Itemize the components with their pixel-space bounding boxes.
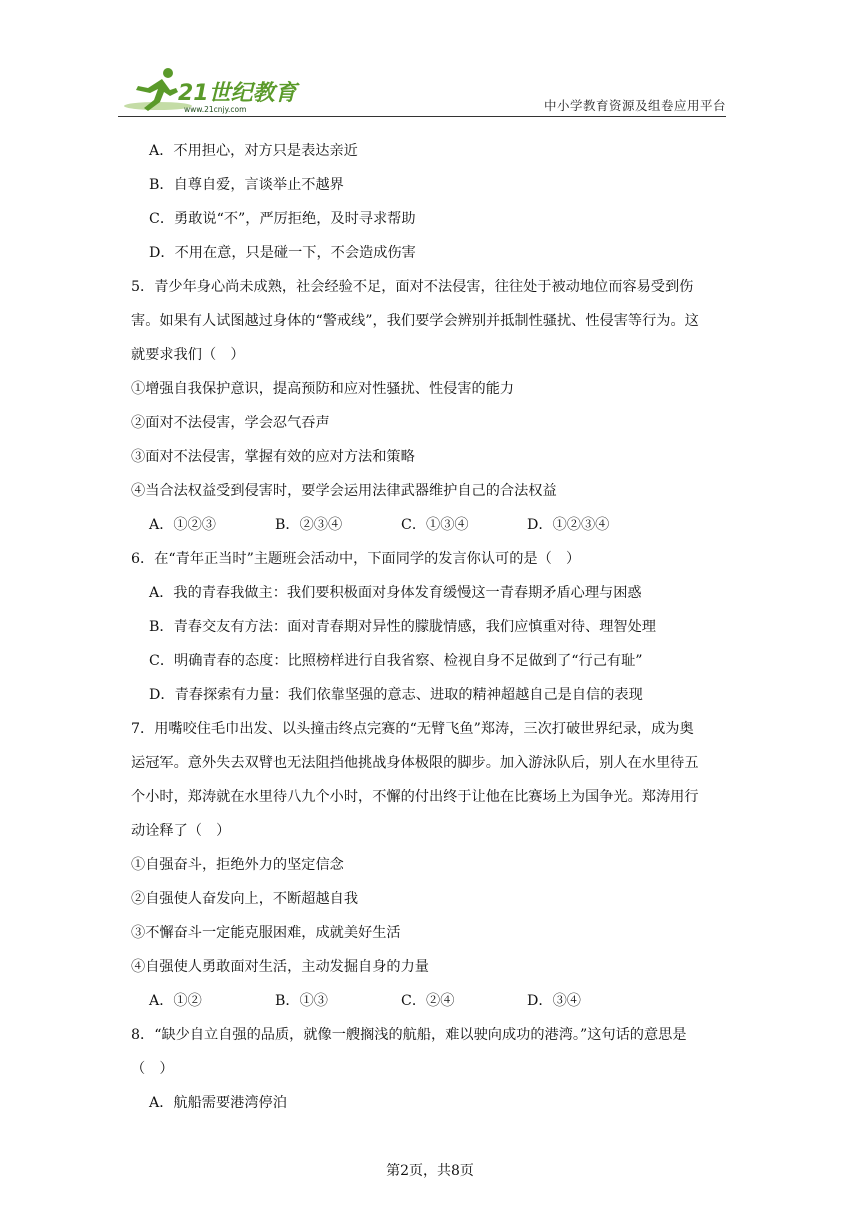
q7-item: ③不懈奋斗一定能克服困难，成就美好生活 (131, 925, 401, 941)
q4-option-b: B．自尊自爱，言谈举止不越界 (149, 177, 344, 193)
question-content (131, 134, 731, 1120)
q5-item: ④当合法权益受到侵害时，要学会运用法律武器维护自己的合法权益 (131, 483, 557, 499)
q7-option-a: A．①② (149, 993, 202, 1009)
q7-item: ②自强使人奋发向上，不断超越自我 (131, 891, 359, 907)
q6-stem: 6．在“青年正当时”主题班会活动中，下面同学的发言你认可的是（ ） (131, 551, 581, 567)
q6-option-c: C．明确青春的态度：比照榜样进行自我省察、检视自身不足做到了“行己有耻” (149, 653, 643, 669)
q7-item: ④自强使人勇敢面对生活，主动发掘自身的力量 (131, 959, 429, 975)
q4-option-d: D．不用在意，只是碰一下，不会造成伤害 (149, 245, 416, 261)
q5-stem-line: 害。如果有人试图越过身体的“警戒线”，我们要学会辨别并抵制性骚扰、性侵害等行为。这 (131, 313, 699, 329)
page-header (118, 62, 726, 116)
q6-option-a: A．我的青春我做主：我们要积极面对身体发育缓慢这一青春期矛盾心理与困惑 (149, 585, 642, 601)
q7-options (131, 984, 731, 1018)
logo (118, 62, 318, 116)
q5-stem-line: 就要求我们（ ） (131, 347, 245, 363)
q5-item: ③面对不法侵害，掌握有效的应对方法和策略 (131, 449, 415, 465)
q5-options (131, 508, 731, 542)
logo-url: www.21cnjy.com (184, 105, 247, 114)
q7-stem-line: 个小时，郑涛就在水里待八九个小时，不懈的付出终于让他在比赛场上为国争光。郑涛用行 (131, 789, 699, 805)
q7-stem-line: 7．用嘴咬住毛巾出发、以头撞击终点完赛的“无臂飞鱼”郑涛，三次打破世界纪录，成为奥 (131, 721, 694, 737)
q5-option-c: C．①③④ (401, 517, 469, 533)
q5-stem-line: 5．青少年身心尚未成熟，社会经验不足，面对不法侵害，往往处于被动地位而容易受到伤 (131, 279, 694, 295)
q6-option-b: B．青春交友有方法：面对青春期对异性的朦胧情感，我们应慎重对待、理智处理 (149, 619, 656, 635)
q8-stem-line: （ ） (131, 1061, 174, 1077)
logo-wordmark: 21世纪教育 (178, 81, 297, 106)
q7-option-c: C．②④ (401, 993, 455, 1009)
q5-option-d: D．①②③④ (527, 517, 610, 533)
q5-item: ②面对不法侵害，学会忍气吞声 (131, 415, 330, 431)
page-number: 第2页，共8页 (386, 1163, 474, 1179)
platform-name: 中小学教育资源及组卷应用平台 (543, 98, 726, 113)
q6-option-d: D．青春探索有力量：我们依靠坚强的意志、进取的精神超越自己是自信的表现 (149, 687, 643, 703)
q4-option-a: A．不用担心，对方只是表达亲近 (149, 143, 358, 159)
q8-option-a: A．航船需要港湾停泊 (149, 1095, 287, 1111)
q5-item: ①增强自我保护意识，提高预防和应对性骚扰、性侵害的能力 (131, 381, 515, 397)
q7-option-d: D．③④ (527, 993, 581, 1009)
q7-stem-line: 运冠军。意外失去双臂也无法阻挡他挑战身体极限的脚步。加入游泳队后，别人在水里待五 (131, 755, 699, 771)
header-divider (118, 116, 726, 117)
q8-stem-line: 8．“缺少自立自强的品质，就像一艘搁浅的航船，难以驶向成功的港湾。”这句话的意思是 (131, 1027, 687, 1043)
q7-item: ①自强奋斗，拒绝外力的坚定信念 (131, 857, 344, 873)
q7-stem-line: 动诠释了（ ） (131, 823, 231, 839)
q4-option-c: C．勇敢说“不”，严厉拒绝，及时寻求帮助 (149, 211, 416, 227)
q5-option-b: B．②③④ (275, 517, 343, 533)
q5-option-a: A．①②③ (149, 517, 216, 533)
q7-option-b: B．①③ (275, 993, 328, 1009)
